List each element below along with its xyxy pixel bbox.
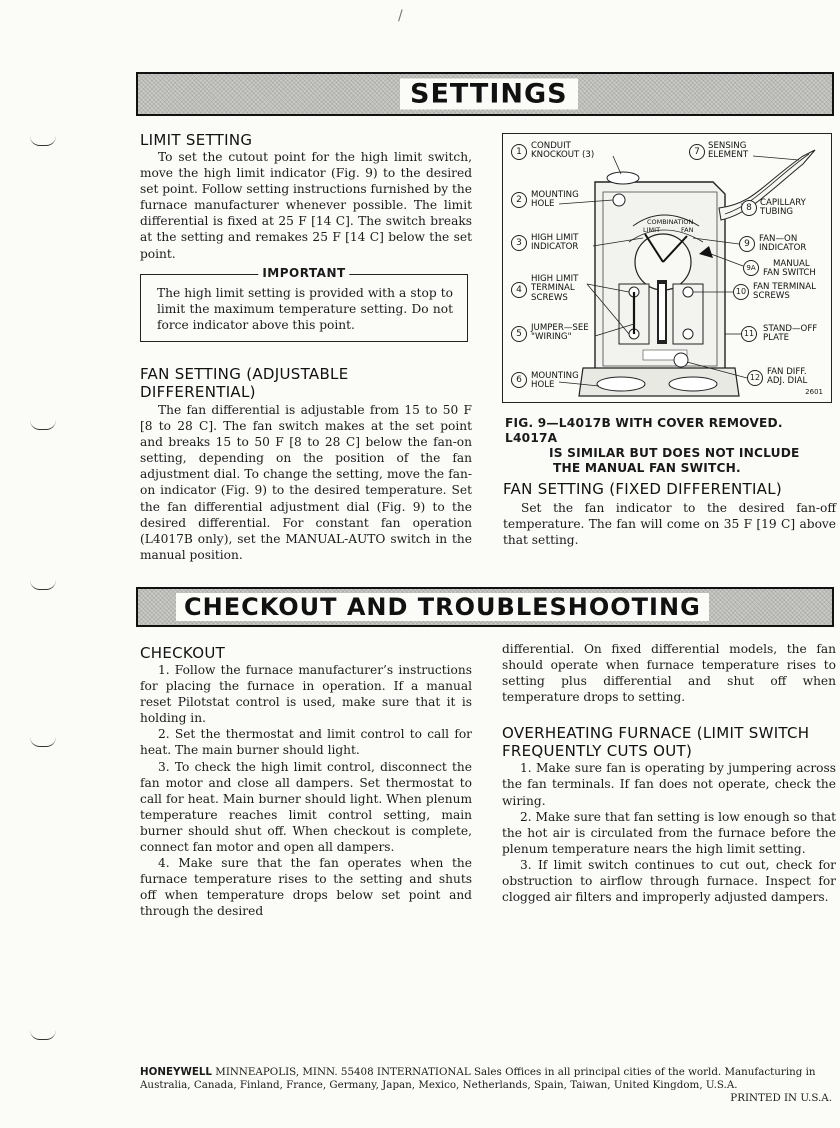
printed-in: PRINTED IN U.S.A.: [730, 1092, 832, 1104]
callout-11: 11: [741, 326, 757, 342]
overheat-heading: OVERHEATING FURNACE (LIMIT SWITCH: [502, 724, 810, 743]
callout-5-label: [531, 324, 589, 343]
callout-2-line-2: HOLE: [531, 199, 555, 210]
callout-9-line-1: FAN—ON: [759, 234, 798, 244]
binding-mark: [30, 1030, 56, 1040]
callout-11-line-1: STAND—OFF: [763, 324, 818, 334]
callout-4-label: [531, 275, 578, 303]
checkout-banner: [136, 587, 834, 627]
callout-4-line-3: SCREWS: [531, 292, 568, 303]
checkout-left-column: [140, 644, 472, 920]
callout-11-line-2: PLATE: [763, 333, 790, 344]
footer-company: HONEYWELL: [140, 1066, 212, 1078]
settings-banner: [136, 72, 834, 116]
footer: [140, 1066, 834, 1092]
important-box: [140, 266, 468, 342]
callout-10: 10: [733, 284, 749, 300]
callout-9-label: [759, 235, 806, 254]
fan-fixed-text: Set the fan indicator to the desired fan-off temperature. The fan will come on 35 F [19 C] above that setting.: [503, 501, 836, 548]
callout-4: 4: [511, 282, 527, 298]
callout-10-label: [753, 283, 816, 302]
callout-7-line-1: SENSING: [708, 141, 747, 151]
checkout-right-column: [502, 641, 836, 905]
figure-9: [502, 133, 832, 403]
overheat-step-3: 3. If limit switch continues to cut out, check for obstruction to airflow through furnace. Inspect for clogged air filters and improperly adjusted dampers.: [502, 857, 836, 905]
figure-code: 2601: [805, 388, 823, 396]
callout-9a: 9A: [743, 260, 759, 276]
callout-1-label: [531, 142, 594, 161]
checkout-banner-title: CHECKOUT AND TROUBLESHOOTING: [176, 593, 709, 621]
callout-12: 12: [747, 370, 763, 386]
callout-9a-line-2: FAN SWITCH: [763, 268, 816, 279]
callout-6-line-2: HOLE: [531, 380, 555, 391]
fan-fixed-section: [503, 480, 836, 548]
callout-3-line-1: HIGH LIMIT: [531, 233, 579, 243]
binding-mark: [30, 420, 56, 430]
callout-2-label: [531, 191, 579, 210]
callout-9-line-2: INDICATOR: [759, 243, 807, 254]
caption-line-3: THE MANUAL FAN SWITCH.: [553, 461, 741, 475]
fan-adjustable-heading-2: DIFFERENTIAL): [140, 383, 256, 401]
callout-4-line-2: TERMINAL: [531, 283, 575, 294]
settings-banner-title: SETTINGS: [400, 79, 578, 110]
caption-line-1: FIG. 9—L4017B WITH COVER REMOVED. L4017A: [505, 416, 783, 445]
callout-9: 9: [739, 236, 755, 252]
fan-adjustable-heading: FAN SETTING (ADJUSTABLE: [140, 365, 349, 383]
callout-5: 5: [511, 326, 527, 342]
callout-8-line-1: CAPILLARY: [760, 198, 806, 208]
callout-7: 7: [689, 144, 705, 160]
settings-left-column: [140, 131, 472, 262]
callout-3: 3: [511, 235, 527, 251]
callout-8-label: [760, 199, 806, 218]
callout-11-label: [763, 325, 817, 344]
callout-1-line-1: CONDUIT: [531, 141, 571, 151]
callout-7-label: [708, 142, 748, 161]
important-label: IMPORTANT: [258, 266, 349, 280]
callout-12-line-1: FAN DIFF.: [767, 367, 807, 377]
footer-text: MINNEAPOLIS, MINN. 55408 INTERNATIONAL Sales Offices in all principal cities of the world. Manufacturing in Australia, Canada, Finland, France, Germany, Japan, Mexico, Netherlands, Spain, Taiwan, United Kingdom, U.S.A.: [140, 1066, 816, 1091]
binding-mark: [30, 580, 56, 590]
callout-10-line-2: SCREWS: [753, 291, 790, 302]
checkout-step-1: 1. Follow the furnace manufacturer’s instructions for placing the furnace in operation. If a manual reset Pilotstat control is used, make sure that it is holding in.: [140, 663, 472, 726]
important-text: The high limit setting is provided with a stop to limit the maximum temperature setting. Do not force indicator above this point.: [157, 286, 453, 333]
callout-10-line-1: FAN TERMINAL: [753, 282, 816, 292]
figure-combination-label: COMBINATION: [647, 218, 694, 226]
callout-9a-label: [763, 260, 816, 279]
callout-3-line-2: INDICATOR: [531, 242, 579, 253]
fan-adjustable-text: The fan differential is adjustable from 15 to 50 F [8 to 28 C]. The fan switch makes at the set point and breaks 15 to 50 F [8 to 28 C] below the fan-on setting, depending on the position of the fan adjustment dial. To change the setting, move the fan-on indicator (Fig. 9) to the desired temperature. Set the fan differential adjustment dial (Fig. 9) to the desired differential. For constant fan operation (L4017B only), set the MANUAL-AUTO switch in the manual position.: [140, 403, 472, 562]
checkout-step-4: 4. Make sure that the fan operates when the furnace temperature rises to the setting and shuts off when temperature drops below set point and through the desired: [140, 856, 472, 919]
callout-4-line-1: HIGH LIMIT: [531, 274, 579, 284]
binding-mark: [30, 737, 56, 747]
binding-mark: [30, 136, 56, 146]
callout-8-line-2: TUBING: [760, 207, 794, 218]
overheat-heading-2: FREQUENTLY CUTS OUT): [502, 742, 693, 761]
limit-setting-heading: LIMIT SETTING: [140, 131, 253, 149]
figure-9-caption: [505, 416, 835, 476]
callout-5-line-1: JUMPER—SEE: [531, 323, 589, 333]
fan-fixed-heading: FAN SETTING (FIXED DIFFERENTIAL): [503, 480, 783, 498]
callout-8: 8: [741, 200, 757, 216]
callout-2: 2: [511, 192, 527, 208]
callout-1: 1: [511, 144, 527, 160]
checkout-step-2: 2. Set the thermostat and limit control to call for heat. The main burner should light.: [140, 727, 472, 758]
callout-2-line-1: MOUNTING: [531, 190, 579, 200]
caption-line-2: IS SIMILAR BUT DOES NOT INCLUDE: [549, 446, 800, 460]
callout-6-label: [531, 372, 579, 391]
checkout-step-3: 3. To check the high limit control, disconnect the fan motor and close all dampers. Set thermostat to call for heat. Main burner should light. When plenum temperature reaches limit control setting, main burner should shut off. When checkout is complete, connect fan motor and open all dampers.: [140, 759, 472, 855]
figure-limit-label: LIMIT: [643, 226, 661, 234]
callout-12-label: [767, 368, 807, 387]
overheat-step-2: 2. Make sure that fan setting is low enough so that the hot air is circulated from the furnace before the plenum temperature nears the high limit setting.: [502, 809, 836, 856]
callout-7-line-2: ELEMENT: [708, 150, 749, 161]
callout-6-line-1: MOUNTING: [531, 371, 579, 381]
limit-setting-text: To set the cutout point for the high limit switch, move the high limit indicator (Fig. 9) to the desired set point. Follow setting instructions furnished by the furnace manufacturer whenever possible. The limit differential is fixed at 25 F [14 C]. The switch breaks at the setting and remakes 25 F [14 C] below the set point.: [140, 150, 472, 261]
callout-6: 6: [511, 372, 527, 388]
fan-adjustable-section: [140, 365, 472, 563]
checkout-heading: CHECKOUT: [140, 644, 226, 662]
callout-12-line-2: ADJ. DIAL: [767, 376, 808, 387]
overheat-step-1: 1. Make sure fan is operating by jumpering across the fan terminals. If fan does not operate, check the wiring.: [502, 761, 836, 808]
callout-3-label: [531, 234, 578, 253]
callout-9a-line-1: MANUAL: [773, 259, 810, 269]
checkout-continued: differential. On fixed differential models, the fan should operate when furnace temperature rises to setting plus differential and shut off when temperature drops to setting.: [502, 642, 836, 705]
figure-fan-label: FAN: [681, 226, 694, 234]
callout-1-line-2: KNOCKOUT (3): [531, 150, 595, 161]
callout-5-line-2: "WIRING": [531, 332, 572, 343]
stray-mark: /: [398, 8, 403, 24]
